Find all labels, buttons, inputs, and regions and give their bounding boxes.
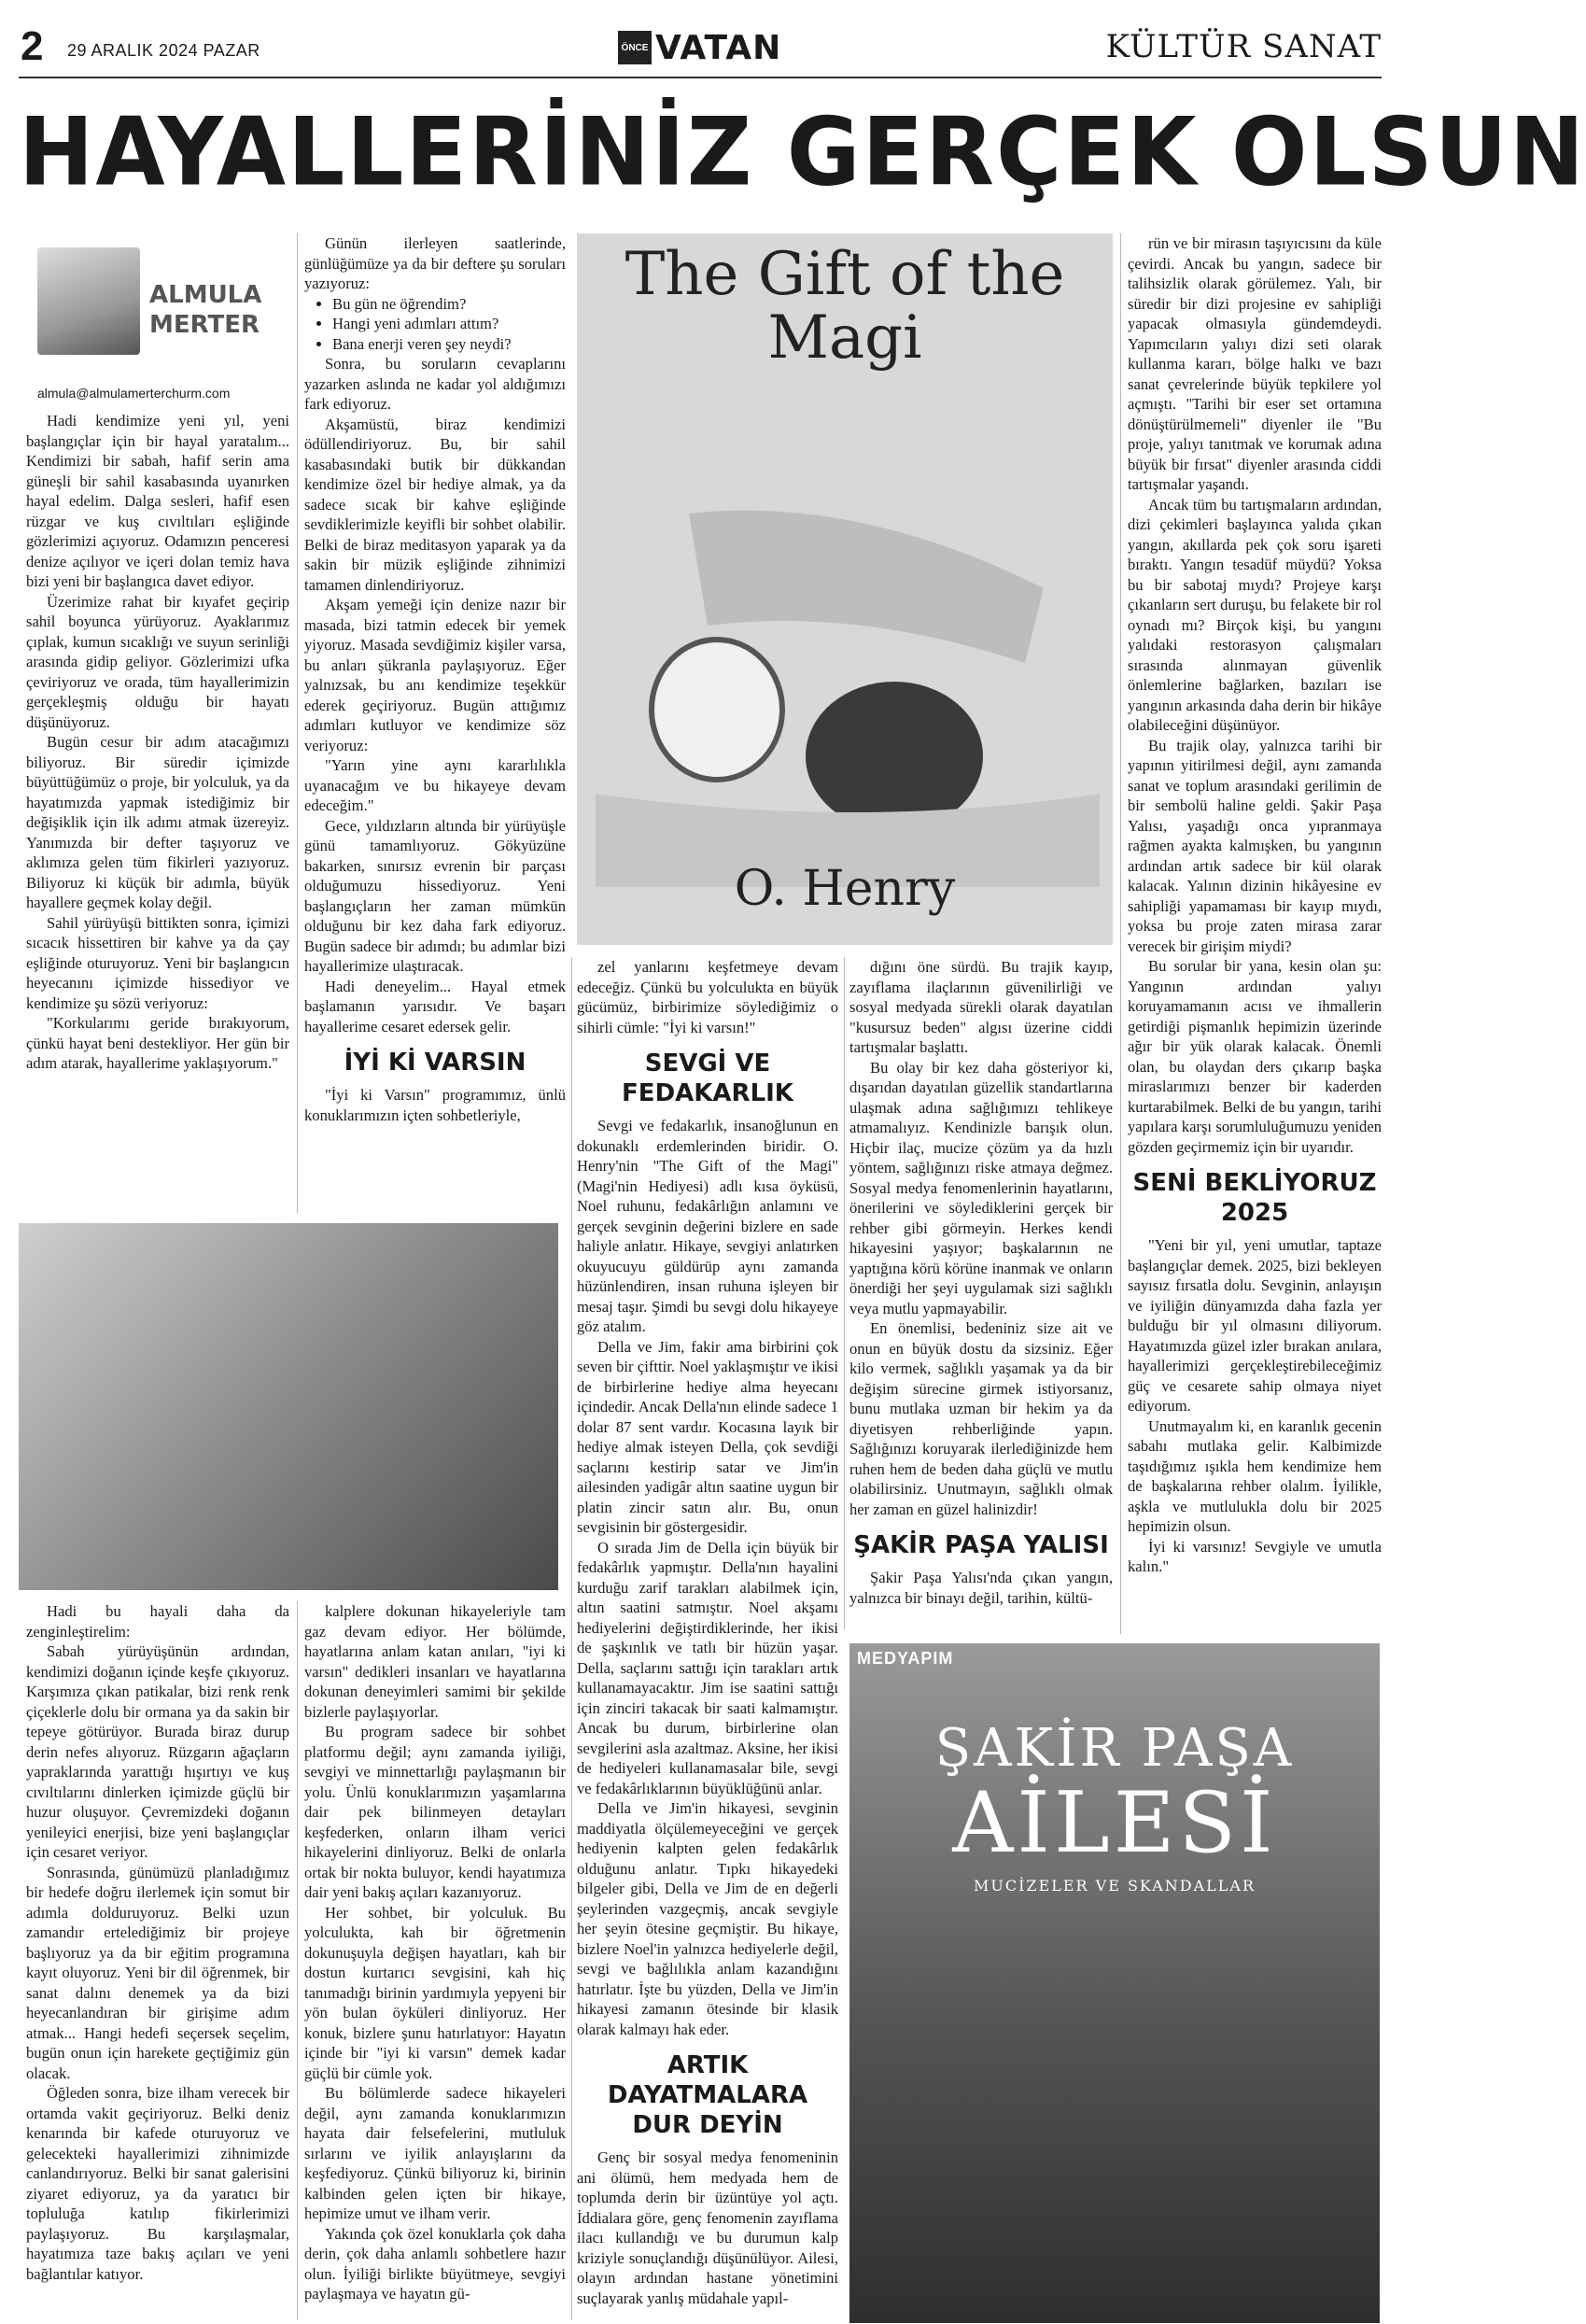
- column-1-top: [26, 411, 289, 1158]
- section-heading: İYİ Kİ VARSIN: [344, 1049, 526, 1077]
- paragraph: Her sohbet, bir yolculuk. Bu yolculukta, kah bir öğretmenin dokunuşuyla değişen hayatları, kah bir dostun kurtarıcı sevgisini, kah hiç tanımadığı birinin yardımıyla yepyeni bir yön bulan öyküleri dinliyoruz. Her konuk, bizlere şunu hatırlatıyor: Hayatın içinde bir "iyi ki varsın" demek kadar güçlü bir cümle yok.: [304, 1903, 566, 2082]
- paragraph: Günün ilerleyen saatlerinde, günlüğümüze ya da bir deftere şu soruları yazıyoruz:: [304, 234, 566, 292]
- paragraph: Hadi kendimize yeni yıl, yeni başlangıçlar için bir hayal yaratalım... Kendimizi bir sabah, hafif serin ama güneşli bir sahil kasabasında uyanırken hayal edelim. Dalga sesleri, hafif esen rüzgar ve kuş cıvıltıları eşliğinde gözlerimizi açıyoruz. Odamızın penceresi denize açılıyor ve içeri dolan temiz hava bizi yeni bir başlangıca davet ediyor.: [26, 412, 289, 590]
- paragraph: Ancak tüm bu tartışmaların ardından, dizi çekimleri başlayınca yalıda çıkan yangın, akıllarda pek çok soru işareti bıraktı. Yangın tesadüf müydü? Yoksa bu bir sabotaj mıydı? Projeye karşı çıkanların sert duruşu, bu felakete bir rol oynadı mı? Birçok kişi, bu yangını yalıdaki restorasyon çalışmaları sırasında alınmayan güvenlik önlemlerine bağlarken, bazıları ise yangının arkasında daha derin bir hikâye olabileceğini düşünüyor.: [1128, 495, 1382, 734]
- column-divider: [297, 1601, 298, 2320]
- paragraph: Della ve Jim, fakir ama birbirini çok seven bir çifttir. Noel yaklaşmıştır ve ikisi de birbirlerine hediye alma heyecanı içindedir. Ancak Della'nın elinde sadece 1 dolar 87 sent vardır. Kocasına layık bir hediye almak isteyen Della, çok sevdiği saçlarını kestirip satar ve Jim'in ailesinden yadigâr altın saatine uygun bir platin zincir satın alır. Bu, onun sevgisinin bir göstergesidir.: [577, 1337, 838, 1536]
- paragraph: Öğleden sonra, bize ilham verecek bir ortamda vakit geçiriyoruz. Belki deniz kenarında bir kafede oturuyoruz ve gelecekteki hayallerimizi zihnimizde canlandırıyoruz. Belki bir sanat galerisini ziyaret ediyoruz, ya da yaratıcı bir topluluğa katılıp fikirlerimizi paylaşıyoruz. Bu karşılaşmalar, hayatımıza taze bakış açıları ve yeni bağlantılar katıyor.: [26, 2084, 289, 2283]
- column-divider: [1120, 233, 1121, 1634]
- list-item: • Bana enerji veren şey neydi?: [332, 334, 566, 355]
- book-cover-image: [577, 233, 1113, 945]
- paragraph: Sonra, bu soruların cevaplarını yazarken aslında ne kadar yol aldığımızı fark ediyoruz.: [304, 355, 566, 413]
- column-divider: [844, 957, 845, 1629]
- author-name: ALMULA MERTER: [149, 281, 262, 339]
- paragraph: Üzerimize rahat bir kıyafet geçirip sahil boyunca yürüyoruz. Ayaklarımız çıplak, kumun sıcaklığı ve suyun serinliği arasında gidip geliyor. Gözlerimizi ufka çeviriyoruz ve orada, tüm hayallerimizin gerçekleşmiş olduğu bir hayatı düşünüyoruz.: [26, 592, 289, 731]
- paragraph: dığını öne sürdü. Bu trajik kayıp, zayıflama ilaçlarının güvenilirliği ve sosyal medyada sürekli olarak dayatılan "kusursuz beden" algısı üzerine ciddi tartışmalar başlattı.: [849, 958, 1113, 1056]
- section-heading: ŞAKİR PAŞA YALISI: [853, 1531, 1109, 1559]
- logo-badge: ÖNCE: [618, 31, 652, 64]
- paragraph: "Yeni bir yıl, yeni umutlar, taptaze başlangıçlar demek. 2025, bizi bekleyen sayısız fırsatla dolu. Sevginin, anlayışın ve iyiliğin dünyamızda daha fazla yer bulduğu bir yıl olmasını diliyorum. Hayatımızda güzel izler bırakan anılara, hayallerimizi gerçekleştirebileceğimiz güç ve cesarete sahip olmaya niyet ediyorum.: [1128, 1236, 1382, 1415]
- paragraph: Yakında çok özel konuklarla çok daha derin, çok daha anlamlı sohbetlere hazır olun. İyiliği birlikte büyütmeye, sevgiyi paylaşmaya ve hayatın gü-: [304, 2224, 566, 2303]
- paragraph: En önemlisi, bedeniniz size ait ve onun en büyük dostu da sizsiniz. Eğer kilo vermek, sağlıklı yaşamak ya da bir değişim sürecine girmek istiyorsanız, bunu mutlaka uzman bir hekim ya da diyetisyen rehberliğinde yapın. Sağlığınızı koruyarak ilerlediğinizde hem ruhen hem de beden daha güçlü ve mutlu olabilirsiniz. Unutmayın, sağlıklı olmak her zaman en güzel halinizdir!: [849, 1319, 1113, 1518]
- paragraph: Akşamüstü, biraz kendimizi ödüllendiriyoruz. Bu, bir sahil kasabasındaki butik bir dükkandan kendimize özel bir hediye almak, ya da sadece sıcak bir kahve eşliğinde sevdiklerimizle keyifli bir sohbet olabilir. Belki de biraz meditasyon yaparak ya da sakin bir müzik eşliğinde zihnimizi tamamen dinlendiriyoruz.: [304, 415, 566, 594]
- list-item: • Bu gün ne öğrendim?: [332, 294, 566, 315]
- paragraph: Genç bir sosyal medya fenomeninin ani ölümü, hem medyada hem de toplumda derin bir üzüntüye yol açtı. İddialara göre, genç fenomenin zayıflama ilacı kullandığı ve bu durumun kalp kriziyle sonuçlandığı düşünülüyor. Ailesi, olayın ardından hastane yönetimini suçlayarak yanlış müdahale yapıl-: [577, 2148, 838, 2307]
- column-2-bottom: [304, 1601, 566, 2320]
- paragraph: İyi ki varsınız! Sevgiyle ve umutla kalın.": [1128, 1537, 1382, 1575]
- paragraph: rün ve bir mirasın taşıyıcısını da küle çevirdi. Ancak bu yangın, sadece bir talihsizlik olarak görülemez. Yalı, bir süredir bir dizi projesine ev sahipliği yapacak olmasıyla gündemdeydi. Yapımcıların yalıyı dizi seti olarak kullanma kararı, bölge halkı ve bazı sanat çevrelerinde büyük tepkilere yol açmıştı. "Tarihi bir eser set ortamına dönüştürülmemeli" diyenler ile "Bu proje, yalıyı tanıtmak ve korumak adına büyük bir fırsat" diyenler arasında ciddi tartışmalar yaşandı.: [1128, 234, 1382, 493]
- paragraph: Bu program sadece bir sohbet platformu değil; aynı zamanda iyiliği, sevgiyi ve minnettarlığı paylaşmanın bir yolu. Ünlü konuklarımızın yaşamlarına dair pek bilinmeyen detayları keşfederken, onların ilham verici hikayelerini dinliyoruz. Belki de onlarla ortak bir nokta buluyor, kendi hayatımıza dair yeni bakış açıları kazanıyoruz.: [304, 1723, 566, 1901]
- issue-date: 29 ARALIK 2024 PAZAR: [67, 41, 260, 60]
- paragraph: Hadi deneyelim... Hayal etmek başlamanın yarısıdır. Ve başarı hayallerime cesaret edersek gelir.: [304, 977, 566, 1035]
- section-heading: ARTIK DAYATMALARA DUR DEYİN: [607, 2051, 808, 2139]
- paragraph: zel yanlarını keşfetmeye devam edeceğiz. Çünkü bu yolculukta en büyük gücümüz, birbirimize söylediğimiz o sihirli cümle: "İyi ki varsın!": [577, 958, 838, 1036]
- section-heading: SENİ BEKLİYORUZ 2025: [1132, 1169, 1377, 1227]
- column-1-bottom: [26, 1601, 289, 2320]
- poster-title: ŞAKİR PAŞA: [934, 1718, 1295, 1779]
- columnist-photo: [19, 1223, 558, 1590]
- question-list: [304, 294, 566, 355]
- column-5-top: [1128, 233, 1382, 1634]
- paragraph: O sırada Jim de Della için büyük bir fedakârlık yapmıştır. Della'nın hayalini kurduğu zarif tarakları alabilmek için, altın saatini satmıştır. Noel akşamı hediyelerini değiştirdiklerinde, her ikisi de şaşkınlık ve tatlı bir hüzün yaşar. Della, saçlarını sattığı için tarakları artık kullanamayacaktır. Jim ise saatini sattığı için zinciri takacak bir saati kalmamıştır. Ancak bu durum, birbirlerine olan sevgilerini asla azaltmaz. Aksine, her ikisi de hediyeleri kullanamasalar bile, sevgi ve fedakârlıklarının büyüklüğünü anlar.: [577, 1538, 838, 1797]
- paragraph: Sevgi ve fedakarlık, insanoğlunun en dokunaklı erdemlerinden biridir. O. Henry'nin "The Gift of the Magi" (Magi'nin Hediyesi) adlı kısa öyküsü, Noel ruhunu, fedakârlığın anlamını ve gerçek sevginin değerini bizlere en sade haliyle anlatır. Hikaye, sevgiyi anlatırken okuyucuyu güldürüp aynı zamanda hüzünlendiren, insan ruhuna işleyen bir mesaj taşır. Şimdi bu sevgi dolu hikayeye göz atalım.: [577, 1117, 838, 1335]
- paragraph: "Korkularımı geride bırakıyorum, çünkü hayat beni destekliyor. Her gün bir adım atarak, hayallerime yaklaşıyorum.": [26, 1014, 289, 1072]
- paragraph: Bu bölümlerde sadece hikayeleri değil, aynı zamanda konuklarımızın hayata dair felsefelerini, mutluluk sırlarını ve iyilik anlayışlarını da keşfediyoruz. Çünkü biliyoruz ki, birinin kalbinden gelen içten bir hikaye, hepimize umut ve ilham verir.: [304, 2084, 566, 2222]
- column-3: [577, 957, 838, 2320]
- paragraph: Sahil yürüyüşü bittikten sonra, içimizi sıcacık hissettiren bir kahve ya da çay eşliğinde oturuyoruz. Yeni bir başlangıcın heyecanını içimizde hissediyor ve kendimize şu sözü veriyoruz:: [26, 913, 289, 1012]
- paragraph: "İyi ki Varsın" programımız, ünlü konuklarımızın içten sohbetleriyle,: [304, 1086, 566, 1124]
- section-heading: SEVGİ VE FEDAKARLIK: [622, 1049, 793, 1107]
- page-number: 2: [21, 23, 44, 69]
- paragraph: Sonrasında, günümüzü planladığımız bir hedefe doğru ilerlemek için somut bir adımla dolduruyoruz. Belki uzun zamandır ertelediğimiz bir projeye başlıyoruz ya da bir eğitim programına kayıt oluyoruz. Yeni bir dil öğrenmek, bir sanat dalını denemek ya da bizi heyecanlandıran bir girişime adım atmak... Hangi hedefi seçersek seçelim, bugün onun için harekete geçtiğimiz gün olacak.: [26, 1863, 289, 2082]
- logo-text: VATAN: [655, 28, 782, 67]
- poster-producer: MEDYAPIM: [857, 1649, 954, 1668]
- list-item: • Hangi yeni adımları attım?: [332, 314, 566, 334]
- poster-subtitle: MUCİZELER VE SKANDALLAR: [973, 1877, 1256, 1894]
- column-4: [849, 957, 1113, 1634]
- column-2-top: [304, 233, 566, 1214]
- poster-title: AİLESİ: [952, 1774, 1277, 1872]
- paragraph: Bu sorular bir yana, kesin olan şu: Yangının ardından yalıyı koruyamamanın acısı ve ihmallerin getirdiği pişmanlık hepimizin üzerinde ağır bir yük olarak kalacak. Önemli olan, bu olaydan ders çıkarıp başka miraslarımızı benzer bir kaderden kurtarabilmek. Belki de bu yangın, tarihi yapılara karşı sorumluluğumuzu yeniden gözden geçirmemiz için bir uyarıdır.: [1128, 957, 1382, 1156]
- author-email[interactable]: almula@almulamerterchurm.com: [37, 386, 231, 401]
- headline: HAYALLERİNİZ GERÇEK OLSUN: [19, 97, 1586, 207]
- column-divider: [571, 957, 572, 2320]
- column-divider: [297, 233, 298, 1214]
- newspaper-logo[interactable]: [618, 28, 814, 67]
- paragraph: "Yarın yine aynı kararlılıkla uyanacağım ve bu hikayeye devam edeceğim.": [304, 756, 566, 814]
- paragraph: Bugün cesur bir adım atacağımızı biliyoruz. Bir süredir içimizde büyüttüğümüz o proje, bir yolculuk, ya da hayatımızda yapmak istediğimiz bir değişiklik için ilk adımı atmak üzereyiz. Yanımızda bir defter taşıyoruz ve aklımıza gelen tüm fikirleri yazıyoruz. Biliyoruz ki küçük bir adımla, büyük hayallere geçmek kolay değil.: [26, 733, 289, 911]
- author-box: [28, 238, 299, 359]
- paragraph: Bu trajik olay, yalnızca tarihi bir yapının yitirilmesi değil, aynı zamanda sanat ve toplum arasındaki gerilimin de bir sembolü haline geldi. Şakir Paşa Yalısı, yaşadığı onca yıpranmaya rağmen ayakta kalmışken, bu yangının ardından artık sadece bir kül olarak kalacak. Yalının dizinin hikâyesine ev sahipliği yapamaması bir kayıp mıydı, yoksa bu proje zaten mirasa zarar verecek bir girişim miydi?: [1128, 736, 1382, 955]
- paragraph: Unutmayalım ki, en karanlık gecenin sabahı mutlaka gelir. Kalbimizde taşıdığımız ışıkla hem kendimize hem de başkalarına rehber olalım. İyilikle, aşkla ve mutlulukla dolu bir 2025 hepimizin olsun.: [1128, 1416, 1382, 1535]
- book-author: O. Henry: [734, 861, 956, 917]
- pocket-watch-illustration: [577, 233, 1113, 945]
- paragraph: Gece, yıldızların altında bir yürüyüşle günü tamamlıyoruz. Gökyüzüne bakarken, sınırsız evrenin bir parçası olduğumuzu hissediyoruz. Yeni başlangıçların her zaman mümkün olduğunu bir kez daha fark ediyoruz. Bugün sadece bir adımdı; bu adımlar bizi hayallerimize ulaştıracak.: [304, 816, 566, 975]
- section-name: KÜLTÜR SANAT: [1105, 28, 1382, 65]
- paragraph: Hadi bu hayali daha da zenginleştirelim:: [26, 1602, 289, 1641]
- book-title: The Gift of the Magi: [625, 240, 1065, 373]
- tv-series-poster: [849, 1643, 1380, 2323]
- paragraph: Şakir Paşa Yalısı'nda çıkan yangın, yalnızca bir binayı değil, tarihin, kültü-: [849, 1569, 1113, 1607]
- paragraph: Sabah yürüyüşünün ardından, kendimizi doğanın içinde keşfe çıkıyoruz. Karşımıza çıkan patikalar, bizi renk renk çiçeklerle dolu bir ormana ya da sakin bir tepeye götürüyor. Burada biraz durup derin nefes alıyoruz. Rüzgarın ağaçların yapraklarında yarattığı hışırtıyı ve kuş cıvıltılarını dinlerken içimizde güçlü bir huzur oluşuyor. Çevremizdeki doğanın yenileyici enerjisi, bize yeni başlangıçlar için cesaret veriyor.: [26, 1642, 289, 1861]
- paragraph: Akşam yemeği için denize nazır bir masada, bizi tatmin edecek bir yemek yiyoruz. Masada sevdiğimiz kişiler varsa, bu anları şükranla paylaşıyoruz. Eğer yalnızsak, bu anı kendimize teşekkür ederek geçiriyoruz. Bugün attığımız adımları kutluyor ve kendimize söz veriyoruz:: [304, 596, 566, 754]
- author-photo: [37, 247, 140, 355]
- paragraph: kalplere dokunan hikayeleriyle tam gaz devam ediyor. Her bölümde, hayatlarına anlam katan anıları, "iyi ki varsın" dedikleri insanları ve hayatlarına dokunan deneyimleri samimi bir şekilde bizlerle paylaşıyorlar.: [304, 1602, 566, 1721]
- paragraph: Bu olay bir kez daha gösteriyor ki, dışarıdan dayatılan güzellik standartlarına ulaşmak adına sağlığımızı tehlikeye atmamalıyız. Kendinizle barışık olun. Hiçbir ilaç, mucize çözüm ya da hızlı yöntem, sağlığınızı riske atmaya değmez. Sosyal medya fenomenlerinin hayatlarını, önerilerini ve söylediklerini gerçek bir rehber gibi görmeyin. Herkes kendi hikayesini yaşıyor; başkalarının ne yaptığına körü körüne inanmak ve onların önerdiği her şeyi uygulamak sizi sağlıklı veya mutlu yapmayabilir.: [849, 1058, 1113, 1317]
- paragraph: Della ve Jim'in hikayesi, sevginin maddiyatla ölçülemeyeceğini ve gerçek hediyenin kalpten gelen fedakârlık olduğunu anlatır. Tıpkı hikayedeki bilgeler gibi, Della ve Jim de en değerli şeylerinden vazgeçmiş, ancak sevgiyle her şeyin ötesine geçmiştir. Bu hikaye, bizlere Noel'in yalnızca hediyelerle değil, sevgi ve bağlılıkla anlam kazandığını hatırlatır. İşte bu yüzden, Della ve Jim'in hikayesi zamanın ötesinde bir klasik olarak kalmayı hak eder.: [577, 1799, 838, 2038]
